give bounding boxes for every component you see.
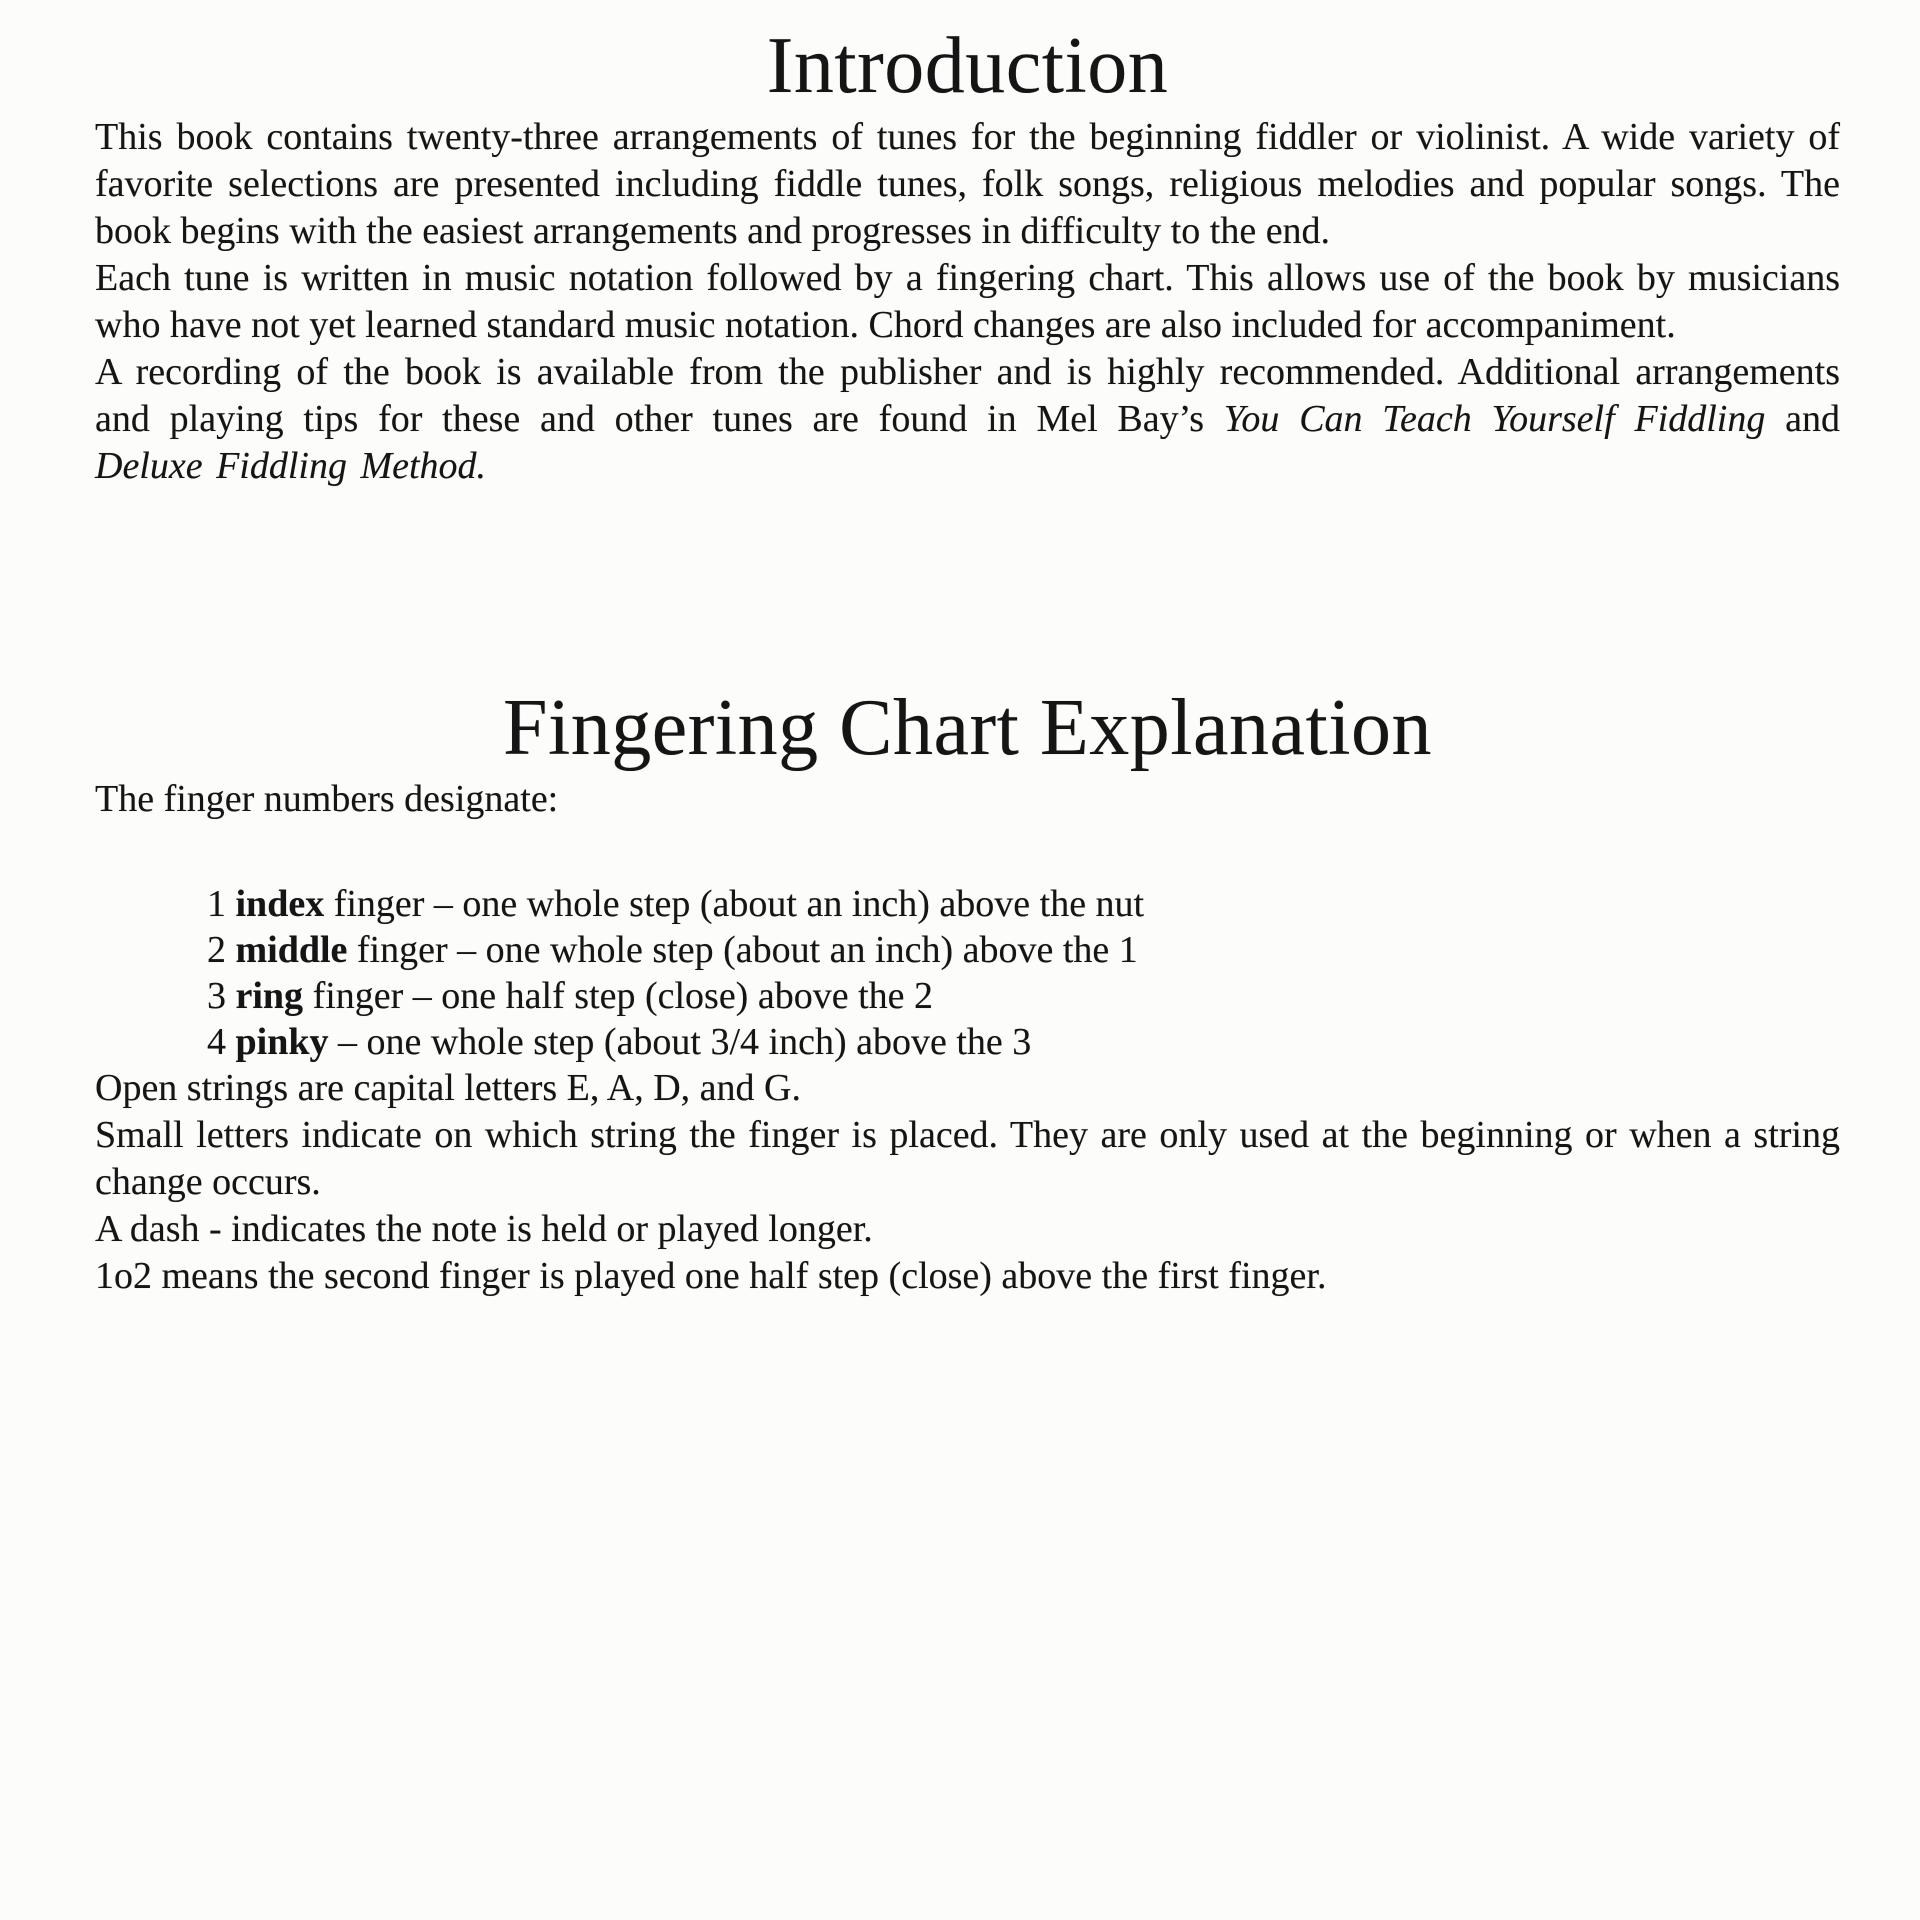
finger-name: ring xyxy=(235,975,304,1017)
finger-name: index xyxy=(235,883,325,925)
finger-list-item-ring xyxy=(207,973,1840,1019)
half-step-note: 1o2 means the second finger is played one half step (close) above the first finger. xyxy=(95,1255,1327,1297)
finger-description: – one whole step (about 3/4 inch) above the 3 xyxy=(328,1021,1032,1063)
book-title-deluxe-fiddling-method: Deluxe Fiddling Method. xyxy=(95,445,487,487)
finger-number: 2 xyxy=(207,929,236,971)
finger-list-item-pinky xyxy=(207,1019,1840,1065)
paragraph-text: and xyxy=(1765,398,1840,440)
book-title-you-can-teach-yourself-fiddling: You Can Teach Yourself Fiddling xyxy=(1223,398,1766,440)
finger-list xyxy=(95,881,1840,1065)
finger-description: finger – one half step (close) above the 2 xyxy=(303,975,933,1017)
paragraph-text: A recording of the book is available from the publisher and is highly recommended. Additional arrangements and playing tips for these and other tunes are found in Mel Bay’s xyxy=(95,351,1840,440)
finger-list-item-middle xyxy=(207,927,1840,973)
introduction-heading: Introduction xyxy=(766,22,1169,110)
finger-numbers-intro: The finger numbers designate: xyxy=(95,778,559,820)
intro-paragraph-1: This book contains twenty-three arrangements of tunes for the beginning fiddler or violinist. A wide variety of favorite selections are presented including fiddle tunes, folk songs, religious melodies and popular songs. The book begins with the easiest arrangements and progresses in difficulty to the end. xyxy=(95,116,1840,252)
finger-number: 3 xyxy=(207,975,236,1017)
open-strings-note: Open strings are capital letters E, A, D, and G. xyxy=(95,1067,801,1109)
finger-list-item-index xyxy=(207,881,1840,927)
finger-name: pinky xyxy=(235,1021,329,1063)
finger-name: middle xyxy=(235,929,348,971)
dash-note: A dash - indicates the note is held or played longer. xyxy=(95,1208,873,1250)
intro-paragraph-3 xyxy=(95,349,1840,490)
small-letters-note: Small letters indicate on which string the finger is placed. They are only used at the beginning or when a string change occurs. xyxy=(95,1114,1840,1203)
intro-paragraph-2: Each tune is written in music notation followed by a fingering chart. This allows use of the book by musicians who have not yet learned standard music notation. Chord changes are also included for accompaniment. xyxy=(95,257,1840,346)
finger-number: 4 xyxy=(207,1021,236,1063)
finger-number: 1 xyxy=(207,883,236,925)
finger-description: finger – one whole step (about an inch) above the 1 xyxy=(347,929,1138,971)
fingering-chart-heading: Fingering Chart Explanation xyxy=(503,684,1432,772)
finger-description: finger – one whole step (about an inch) above the nut xyxy=(324,883,1145,925)
